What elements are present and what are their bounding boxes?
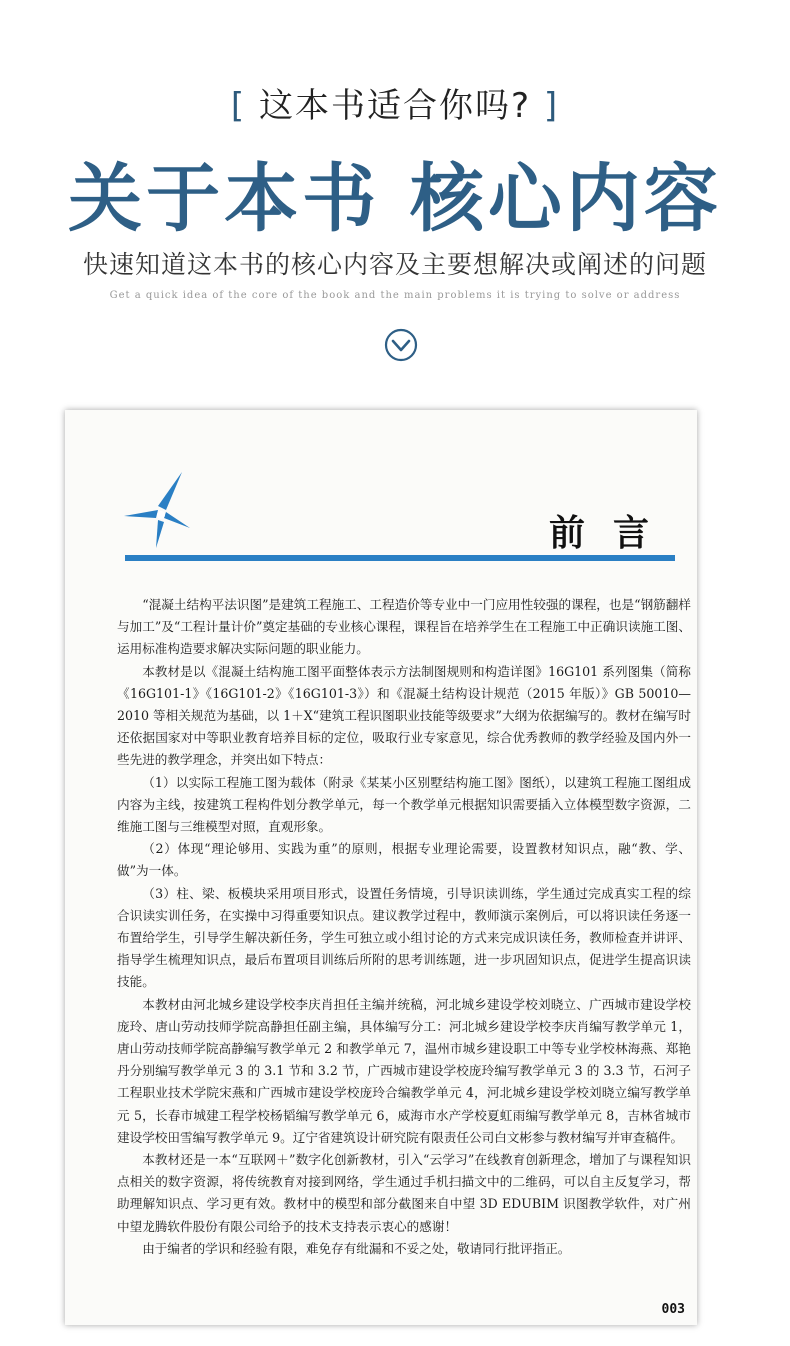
- subtitle-english: Get a quick idea of the core of the book and the main problems it is trying to solve or address: [109, 290, 681, 301]
- book-page: [65, 410, 697, 1325]
- tagline: [0, 78, 790, 127]
- page-number: 003: [661, 1302, 685, 1317]
- bracket-close: ]: [543, 86, 560, 126]
- preface-title: 前言: [548, 512, 677, 554]
- main-title: 关于本书 核心内容: [68, 156, 722, 242]
- star-logo-icon: [120, 470, 200, 550]
- paragraph: （3）柱、梁、板模块采用项目形式，设置任务情境，引导识读训练，学生通过完成真实工程的综合识读实训任务，在实操中习得重要知识点。建议教学过程中，教师演示案例后，可以将识读任务逐一布置给学生，引导学生解决新任务，学生可独立或小组讨论的方式来完成识读任务，教师检查并讲评、指导学生梳理知识点，最后布置项目训练后所附的思考训练题，进一步巩固知识点，促进学生提高识读技能。: [117, 885, 691, 990]
- subtitle-chinese: 快速知道这本书的核心内容及主要想解决或阐述的问题: [82, 250, 707, 279]
- paragraph: 本教材由河北城乡建设学校李庆肖担任主编并统稿，河北城乡建设学校刘晓立、广西城市建设学校庞玲、唐山劳动技师学院高静担任副主编，具体编写分工：河北城乡建设学校李庆肖编写教学单元 1，唐山劳动技师学院高静编写教学单元 2 和教学单元 7，温州市城乡建设职工中等专业学校林海燕、郑艳丹分别编写教学单元 3 的 3.1 节和 3.2 节，广西城市建设学校庞玲编写教学单元 3 的 3.3 节，石河子工程职业技术学院宋燕和广西城市建设学校庞玲合编教学单元 4，河北城乡建设学校刘晓立编写教学单元 5，长春市城建工程学校杨韬编写教学单元 6，威海市水产学校夏虹雨编写教学单元 8，吉林省城市建设学校田雪编写教学单元 9。辽宁省建筑设计研究院有限责任公司白文彬参与教材编写并审查稿件。: [117, 996, 691, 1145]
- title-underline-bar: [125, 555, 675, 561]
- paragraph: 本教材还是一本“互联网＋”数字化创新教材，引入“云学习”在线教育创新理念，增加了与课程知识点相关的数字资源，将传统教育对接到网络，学生通过手机扫描文中的二维码，可以自主反复学习，帮助理解知识点、学习更有效。教材中的模型和部分截图来自中望 3D EDUBIM 识图教学软件，对广州中望龙腾软件股份有限公司给予的技术支持表示衷心的感谢！: [117, 1152, 691, 1234]
- paragraph: （1）以实际工程施工图为载体（附录《某某小区别墅结构施工图》图纸），以建筑工程施工图组成内容为主线，按建筑工程构件划分教学单元，每一个教学单元根据知识需要插入立体模型数字资源，二维施工图与三维模型对照，直观形象。: [117, 774, 691, 835]
- paragraph: （2）体现“理论够用、实践为重”的原则，根据专业理论需要，设置教材知识点，融“教、学、做”为一体。: [117, 841, 691, 879]
- paragraph: “混凝土结构平法识图”是建筑工程施工、工程造价等专业中一门应用性较强的课程，也是“钢筋翻样与加工”及“工程计量计价”奠定基础的专业核心课程，课程旨在培养学生在工程施工中正确识读施工图、运用标准构造要求解决实际问题的职业能力。: [117, 597, 691, 657]
- chevron-down-circle-icon: [384, 328, 418, 362]
- paragraph: 本教材是以《混凝土结构施工图平面整体表示方法制图规则和构造详图》16G101 系列图集（简称《16G101-1》《16G101-2》《16G101-3》）和《混凝土结构设计规范（2015 年版）》GB 50010—2010 等相关规范为基础，以 1＋X“建筑工程识图职业技能等级要求”大纲为依据编写的。教材在编写时还依据国家对中等职业教育培养目标的定位，吸取行业专家意见，综合优秀教师的教学经验及国内外一些先进的教学理念，并突出如下特点：: [117, 663, 691, 768]
- preface-body: [117, 594, 691, 1260]
- paragraph: 由于编者的学识和经验有限，难免存有纰漏和不妥之处，敬请同行批评指正。: [142, 1240, 571, 1256]
- bracket-open: [: [230, 86, 247, 126]
- tagline-text: 这本书适合你吗?: [258, 86, 532, 126]
- header-section: [0, 0, 790, 405]
